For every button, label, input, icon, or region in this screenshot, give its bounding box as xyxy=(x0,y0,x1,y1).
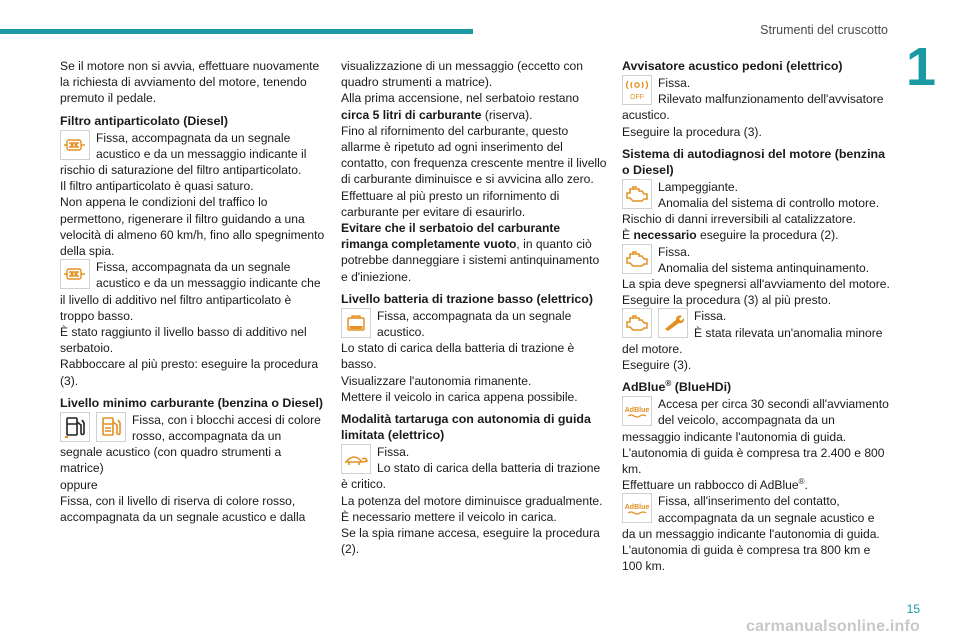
engine-check-icon xyxy=(622,308,652,338)
limited-mode-heading: Modalità tartaruga con autonomia di guida limitata (elettrico) xyxy=(341,412,591,443)
battery-low-lead: Fissa, accompagnata da un segnale acustico. xyxy=(377,308,572,340)
pedestrian-horn-heading: Avvisatore acustico pedoni (elettrico) xyxy=(622,59,843,73)
adblue-icon xyxy=(622,396,652,426)
column-2 xyxy=(341,58,609,557)
engine-diag-e2-lead2: Anomalia del sistema antinquinamento. xyxy=(658,260,870,275)
engine-diag-e3-lead1: Fissa. xyxy=(694,309,727,324)
dpf-e1-lead: Fissa, accompagnata da un segnale acustico e da un messaggio indicante il rischio di saturazione del filtro antiparticolato. xyxy=(60,130,307,178)
fuel-cont-p4: Effettuare al più presto un rifornimento di carburante per evitare di esaurirlo. xyxy=(341,188,560,219)
engine-diag-e1-p3: È necessario eseguire la procedura (2). xyxy=(622,228,839,243)
limited-mode-lead1: Fissa. xyxy=(377,445,410,460)
adblue-e1-lead: Accesa per circa 30 secondi all'avviamento del veicolo, accompagnata da un messaggio indicante l'autonomia di guida. xyxy=(622,397,889,444)
fuel-cont-p5: Evitare che il serbatoio del carburante rimanga completamente vuoto, in quanto ciò potrebbe danneggiare i sistemi antinquinamento e d'iniezione. xyxy=(341,221,600,284)
limited-mode-p2: La potenza del motore diminuisce gradualmente. xyxy=(341,493,603,508)
dpf-entry-1 xyxy=(60,130,325,179)
battery-low-heading: Livello batteria di trazione basso (elettrico) xyxy=(341,291,593,306)
watermark: carmanualsonline.info xyxy=(745,618,920,635)
engine-diag-heading: Sistema di autodiagnosi del motore (benzina o Diesel) xyxy=(622,146,885,177)
adblue-icon-label: AdBlue xyxy=(624,504,650,512)
fuel-e1-p2: oppure xyxy=(60,477,98,492)
pedestrian-horn-p2: Eseguire la procedura (3). xyxy=(622,124,762,139)
dpf-e1-p3: Non appena le condizioni del traffico lo permettono, rigenerare il filtro guidando a una velocità di almeno 60 km/h, fino allo spegnimento della spia. xyxy=(60,195,325,259)
particulate-filter-icon xyxy=(60,130,90,160)
adblue-icon-label: AdBlue xyxy=(624,407,650,415)
fuel-e1-p3: Fissa, con il livello di riserva di colore rosso, accompagnata da un segnale acustico e dalla xyxy=(60,493,306,525)
fuel-entry xyxy=(60,412,325,477)
engine-diag-e3-lead2: È stata rilevata un'anomalia minore del motore. xyxy=(622,325,883,356)
page-number: 15 xyxy=(906,602,920,616)
adblue-e1-p2: L'autonomia di guida è compresa tra 2.400 e 800 km. xyxy=(622,445,885,477)
adblue-e2-lead: Fissa, all'inserimento del contatto, accompagnata da un segnale acustico e da un messaggio indicante l'autonomia di guida. xyxy=(622,494,880,541)
engine-diag-e1-lead1: Lampeggiante. xyxy=(658,179,739,194)
particulate-filter-icon xyxy=(60,259,90,289)
dpf-e2-p2: È stato raggiunto il livello basso di additivo nel serbatoio. xyxy=(60,325,307,356)
fuel-cont-p1: visualizzazione di un messaggio (eccetto con quadro strumenti a matrice). xyxy=(341,59,584,90)
adblue-entry-1 xyxy=(622,396,890,445)
engine-diag-e1-lead2: Anomalia del sistema di controllo motore. xyxy=(658,196,880,211)
fuel-cont-p3: Fino al rifornimento del carburante, questo allarme è ripetuto ad ogni inserimento del contatto, con frequenza crescente mentre il livello di carburante diminuisce e si avvicina allo zero. xyxy=(341,123,607,187)
dpf-entry-2 xyxy=(60,259,325,324)
engine-diag-e2-p3: Eseguire la procedura (3) al più presto. xyxy=(622,293,832,308)
header-accent-bar xyxy=(0,29,473,34)
battery-low-entry xyxy=(341,308,609,340)
limited-mode-lead2: Lo stato di carica della batteria di trazione è critico. xyxy=(341,461,601,492)
pedestrian-horn-off-label: OFF xyxy=(630,94,644,101)
adblue-heading: AdBlue® (BlueHDi) xyxy=(622,379,732,395)
battery-low-p4: Mettere il veicolo in carica appena possibile. xyxy=(341,389,578,404)
engine-check-icon xyxy=(622,179,652,209)
engine-diag-entry-1 xyxy=(622,179,890,211)
engine-diag-e3-p2: Eseguire (3). xyxy=(622,358,692,373)
intro-paragraph: Se il motore non si avvia, effettuare nuovamente la richiesta di avviamento del motore, tenendo premuto il pedale. xyxy=(60,59,320,106)
limited-mode-entry xyxy=(341,444,609,493)
engine-diag-entry-2 xyxy=(622,244,890,276)
pedestrian-horn-lead2: Rilevato malfunzionamento dell'avvisatore acustico. xyxy=(622,92,884,123)
chapter-number: 1 xyxy=(906,37,937,97)
adblue-e1-p3: Effettuare un rabbocco di AdBlue®. xyxy=(622,477,808,493)
adblue-e2-p2: L'autonomia di guida è compresa tra 800 km e 100 km. xyxy=(622,543,871,574)
battery-icon xyxy=(341,308,371,338)
fuel-pump-matrix-icon xyxy=(60,412,90,442)
turtle-icon xyxy=(341,444,371,474)
pedestrian-horn-entry xyxy=(622,75,890,124)
battery-low-p2: Lo stato di carica della batteria di trazione è basso. xyxy=(341,341,575,372)
engine-diag-e2-p2: La spia deve spegnersi all'avviamento del motore. xyxy=(622,277,890,292)
adblue-icon xyxy=(622,493,652,523)
dpf-e1-p2: Il filtro antiparticolato è quasi saturo. xyxy=(60,179,254,194)
fuel-e1-lead: Fissa, con i blocchi accesi di colore rosso, accompagnata da un segnale acustico (con quadro strumenti a matrice) xyxy=(60,412,321,476)
fuel-pump-icon xyxy=(96,412,126,442)
limited-mode-p4: Se la spia rimane accesa, eseguire la procedura (2). xyxy=(341,526,600,557)
pedestrian-horn-lead1: Fissa. xyxy=(658,76,691,90)
dpf-heading: Filtro antiparticolato (Diesel) xyxy=(60,113,228,128)
column-3 xyxy=(622,58,890,574)
fuel-heading: Livello minimo carburante (benzina o Diesel) xyxy=(60,395,324,410)
engine-diag-e2-lead1: Fissa. xyxy=(658,244,691,259)
engine-check-icon xyxy=(622,244,652,274)
adblue-entry-2 xyxy=(622,493,890,542)
wrench-icon xyxy=(658,308,688,338)
pedestrian-horn-off-icon xyxy=(622,75,652,105)
limited-mode-p3: È necessario mettere il veicolo in carica. xyxy=(341,509,557,524)
dpf-e2-p3: Rabboccare al più presto: eseguire la procedura (3). xyxy=(60,357,319,388)
engine-diag-entry-3 xyxy=(622,308,890,357)
section-title: Strumenti del cruscotto xyxy=(760,23,888,37)
fuel-cont-p2: Alla prima accensione, nel serbatoio restano circa 5 litri di carburante (riserva). xyxy=(341,91,579,122)
column-1 xyxy=(60,58,325,525)
battery-low-p3: Visualizzare l'autonomia rimanente. xyxy=(341,373,532,388)
engine-diag-e1-p2: Rischio di danni irreversibili al catalizzatore. xyxy=(622,212,856,227)
dpf-e2-lead: Fissa, accompagnata da un segnale acustico e da un messaggio indicante che il livello di additivo nel filtro antiparticolato è troppo basso. xyxy=(60,260,321,323)
